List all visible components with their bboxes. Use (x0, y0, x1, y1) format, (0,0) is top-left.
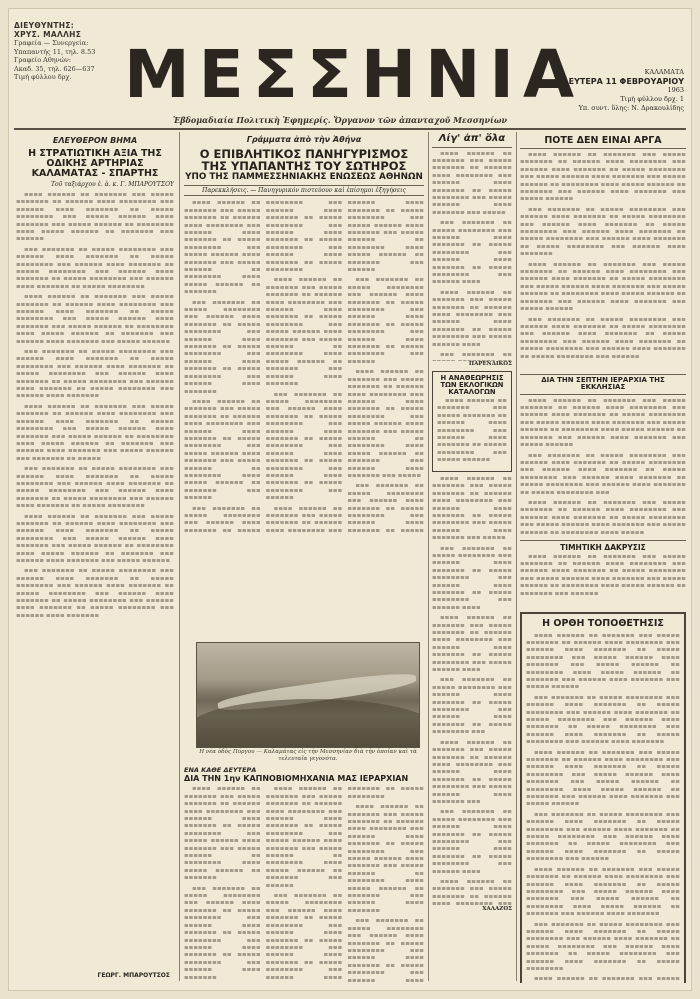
center-headline-line-3: ΥΠΟ ΤΗΣ ΠΑΜΜΕΣΣΗΝΙΑΚΗΣ ΕΝΩΣΕΩΣ ΑΘΗΝΩΝ (185, 172, 423, 183)
issue-price: Τιμὴ φύλλου δρχ. 1 (620, 95, 684, 103)
center-kicker: Γράμματα ἀπὸ τὴν Ἀθήνα (246, 135, 362, 144)
column-right (520, 132, 686, 983)
right-headline-3: ΤΙΜΗΤΙΚΗ ΔΑΚΡΥΣΙΣ (520, 540, 686, 554)
issue-year: 1963 (667, 86, 684, 94)
newspaper-title: ΜΕΣΣΗΝΙΑ (124, 36, 584, 113)
box-body-filler: ≡≡≡≡ ≡≡≡≡≡≡ ≡≡ ≡≡≡≡≡≡≡ ≡≡≡ ≡≡≡≡≡ ≡≡≡≡≡≡≡ ≡≡ ≡≡≡≡≡≡ ≡≡≡≡ ≡≡≡≡≡≡≡≡ ≡≡≡ ≡≡≡≡≡≡ ≡≡≡≡ ≡≡≡≡≡≡≡ ≡≡ ≡≡≡≡≡ ≡≡≡≡≡≡≡≡ ≡≡≡ ≡≡≡≡≡ ≡≡≡≡≡≡ ≡≡≡≡ ≡≡≡≡≡≡≡ ≡≡≡ ≡≡≡≡≡ ≡≡≡≡≡≡ ≡≡ ≡≡≡≡≡≡≡≡ ≡≡≡≡ ≡≡≡≡≡ ≡≡≡≡≡≡ ≡≡ ≡≡≡≡≡≡≡ ≡≡≡ ≡≡≡≡≡≡ ≡≡≡≡ ≡≡≡≡≡≡≡ ≡≡≡ ≡≡≡≡≡ ≡≡≡≡≡≡ ≡≡≡ ≡≡≡≡≡≡≡ ≡≡ ≡≡≡≡≡ ≡≡≡≡≡≡≡≡ ≡≡≡ ≡≡≡≡≡≡ ≡≡≡≡ ≡≡≡≡≡≡≡ ≡≡ ≡≡≡≡≡ ≡≡≡≡≡≡≡≡ ≡≡≡ ≡≡≡≡≡≡ ≡≡≡≡ ≡≡≡≡≡≡≡ ≡≡ ≡≡≡≡≡ ≡≡≡≡≡≡≡≡ ≡≡≡ ≡≡≡≡≡≡ ≡≡≡≡ ≡≡≡≡≡≡≡ ≡≡ ≡≡≡≡≡ ≡≡≡≡≡≡≡≡ ≡≡≡ ≡≡≡≡≡≡ ≡≡≡≡ ≡≡≡≡≡≡≡ ≡≡ ≡≡≡≡≡ ≡≡≡≡≡≡≡≡ ≡≡≡ ≡≡≡≡≡≡ ≡≡≡≡ ≡≡≡≡≡≡≡ ≡≡≡≡ ≡≡≡≡≡≡ ≡≡ ≡≡≡≡≡≡≡ ≡≡≡ ≡≡≡≡≡ ≡≡≡≡≡≡≡ ≡≡ ≡≡≡≡≡≡ ≡≡≡≡ ≡≡≡≡≡≡≡≡ ≡≡≡ ≡≡≡≡≡≡ ≡≡≡≡ ≡≡≡≡≡≡≡ ≡≡ ≡≡≡≡≡ ≡≡≡≡≡≡≡≡ ≡≡≡ ≡≡≡≡≡ ≡≡≡≡≡≡ ≡≡≡≡ ≡≡≡≡≡≡≡ ≡≡≡ ≡≡≡≡≡ ≡≡≡≡≡≡ ≡≡ ≡≡≡≡≡≡≡≡ ≡≡≡≡ ≡≡≡≡≡ ≡≡≡≡≡≡ ≡≡ ≡≡≡≡≡≡≡ ≡≡≡ ≡≡≡≡≡≡ ≡≡≡≡ ≡≡≡≡≡≡≡ ≡≡≡ ≡≡≡≡≡ ≡≡≡≡≡≡ ≡≡≡ ≡≡≡≡≡≡≡ ≡≡ ≡≡≡≡≡ ≡≡≡≡≡≡≡≡ ≡≡≡ ≡≡≡≡≡≡ ≡≡≡≡ ≡≡≡≡≡≡≡ ≡≡ ≡≡≡≡≡ ≡≡≡≡≡≡≡≡ ≡≡≡ ≡≡≡≡≡≡ ≡≡≡≡ ≡≡≡≡≡≡≡ ≡≡ ≡≡≡≡≡ ≡≡≡≡≡≡≡≡ ≡≡≡ ≡≡≡≡≡≡ ≡≡≡≡ ≡≡≡≡≡≡≡ ≡≡ ≡≡≡≡≡ ≡≡≡≡≡≡≡≡ ≡≡≡ ≡≡≡≡≡≡ ≡≡≡≡ ≡≡≡≡≡≡≡ ≡≡ ≡≡≡≡≡ ≡≡≡≡≡≡≡≡ ≡≡≡ ≡≡≡≡≡≡ ≡≡≡≡ ≡≡≡≡≡≡ ≡≡ ≡≡≡≡≡≡≡ ≡≡≡ ≡≡≡≡≡ ≡≡≡≡≡≡≡ ≡≡ ≡≡≡≡≡≡ ≡≡≡≡ ≡≡≡≡≡≡≡≡ ≡≡≡ ≡≡≡≡≡≡ ≡≡≡≡ ≡≡≡≡≡≡≡ ≡≡ ≡≡≡≡≡ ≡≡≡≡≡≡≡≡ ≡≡≡ ≡≡≡≡≡ ≡≡≡≡≡≡ ≡≡≡≡ ≡≡≡≡≡≡≡ ≡≡≡ ≡≡≡≡≡ ≡≡≡≡≡≡ ≡≡ ≡≡≡≡≡≡≡≡ ≡≡≡≡ ≡≡≡≡≡ ≡≡≡≡≡≡ ≡≡ ≡≡≡≡≡≡≡ ≡≡≡ ≡≡≡≡≡≡ ≡≡≡≡ ≡≡≡≡≡≡≡ ≡≡≡ ≡≡≡≡≡≡≡ ≡≡ ≡≡≡≡≡ ≡≡≡≡≡≡≡≡ ≡≡≡ ≡≡≡≡≡≡ ≡≡≡≡ ≡≡≡≡≡≡≡ ≡≡ ≡≡≡≡≡ ≡≡≡≡≡≡≡≡ ≡≡≡ ≡≡≡≡≡≡ ≡≡≡≡ ≡≡≡≡≡≡≡ ≡≡ ≡≡≡≡≡ ≡≡≡≡≡≡≡≡ ≡≡≡ ≡≡≡≡≡≡ ≡≡≡≡ ≡≡≡≡≡≡≡ ≡≡ ≡≡≡≡≡ ≡≡≡≡≡≡≡≡ ≡≡≡ ≡≡≡≡≡≡ ≡≡≡≡ ≡≡≡≡≡≡≡ ≡≡ ≡≡≡≡≡ ≡≡≡≡≡≡≡≡ ≡≡≡≡ ≡≡≡≡≡≡ ≡≡ ≡≡≡≡≡≡≡ ≡≡≡ ≡≡≡≡≡ (526, 632, 680, 983)
masthead-left-info (14, 22, 102, 82)
athens-office-label: Γραφείο Αθηνών: (14, 56, 72, 64)
right-body-filler-1: ≡≡≡≡ ≡≡≡≡≡≡ ≡≡ ≡≡≡≡≡≡≡ ≡≡≡ ≡≡≡≡≡ ≡≡≡≡≡≡≡ ≡≡ ≡≡≡≡≡≡ ≡≡≡≡ ≡≡≡≡≡≡≡≡ ≡≡≡ ≡≡≡≡≡≡ ≡≡≡≡ ≡≡≡≡≡≡≡ ≡≡ ≡≡≡≡≡ ≡≡≡≡≡≡≡≡ ≡≡≡ ≡≡≡≡≡ ≡≡≡≡≡≡ ≡≡≡≡ ≡≡≡≡≡≡≡ ≡≡≡ ≡≡≡≡≡ ≡≡≡≡≡≡ ≡≡ ≡≡≡≡≡≡≡≡ ≡≡≡≡ ≡≡≡≡≡ ≡≡≡≡≡≡ ≡≡ ≡≡≡≡≡≡≡ ≡≡≡ ≡≡≡≡≡≡ ≡≡≡≡ ≡≡≡≡≡≡≡ ≡≡≡ ≡≡≡≡≡ ≡≡≡≡≡≡ ≡≡≡ ≡≡≡≡≡≡≡ ≡≡ ≡≡≡≡≡ ≡≡≡≡≡≡≡≡ ≡≡≡ ≡≡≡≡≡≡ ≡≡≡≡ ≡≡≡≡≡≡≡ ≡≡ ≡≡≡≡≡ ≡≡≡≡≡≡≡≡ ≡≡≡ ≡≡≡≡≡≡ ≡≡≡≡ ≡≡≡≡≡≡≡ ≡≡ ≡≡≡≡≡ ≡≡≡≡≡≡≡≡ ≡≡≡ ≡≡≡≡≡≡ ≡≡≡≡ ≡≡≡≡≡≡≡ ≡≡ ≡≡≡≡≡ ≡≡≡≡≡≡≡≡ ≡≡≡ ≡≡≡≡≡≡ ≡≡≡≡ ≡≡≡≡≡≡≡ ≡≡ ≡≡≡≡≡ ≡≡≡≡≡≡≡≡ ≡≡≡ ≡≡≡≡≡≡ ≡≡≡≡ ≡≡≡≡≡≡≡ ≡≡≡≡ ≡≡≡≡≡≡ ≡≡ ≡≡≡≡≡≡≡ ≡≡≡ ≡≡≡≡≡ ≡≡≡≡≡≡≡ ≡≡ ≡≡≡≡≡≡ ≡≡≡≡ ≡≡≡≡≡≡≡≡ ≡≡≡ ≡≡≡≡≡≡ ≡≡≡≡ ≡≡≡≡≡≡≡ ≡≡ ≡≡≡≡≡ ≡≡≡≡≡≡≡≡ ≡≡≡ ≡≡≡≡≡ ≡≡≡≡≡≡ ≡≡≡≡ ≡≡≡≡≡≡≡ ≡≡≡ ≡≡≡≡≡ ≡≡≡≡≡≡ ≡≡ ≡≡≡≡≡≡≡≡ ≡≡≡≡ ≡≡≡≡≡ ≡≡≡≡≡≡ ≡≡ ≡≡≡≡≡≡≡ ≡≡≡ ≡≡≡≡≡≡ ≡≡≡≡ ≡≡≡≡≡≡≡ ≡≡≡ ≡≡≡≡≡ ≡≡≡≡≡≡ ≡≡≡ ≡≡≡≡≡≡≡ ≡≡ ≡≡≡≡≡ ≡≡≡≡≡≡≡≡ ≡≡≡ ≡≡≡≡≡≡ ≡≡≡≡ ≡≡≡≡≡≡≡ ≡≡ ≡≡≡≡≡ ≡≡≡≡≡≡≡≡ ≡≡≡ ≡≡≡≡≡≡ ≡≡≡≡ ≡≡≡≡≡≡≡ ≡≡ ≡≡≡≡≡ ≡≡≡≡≡≡≡≡ ≡≡≡ ≡≡≡≡≡≡ ≡≡≡≡ ≡≡≡≡≡≡≡ ≡≡ ≡≡≡≡≡ ≡≡≡≡≡≡≡≡ ≡≡≡ ≡≡≡≡≡≡ ≡≡≡≡ ≡≡≡≡≡≡≡ ≡≡ ≡≡≡≡≡ ≡≡≡≡≡≡≡≡ ≡≡≡ ≡≡≡≡≡≡ (520, 151, 686, 360)
article-kicker: ΕΛΕΥΘΕΡΟΝ ΒΗΜΑ (52, 136, 138, 145)
column-divider (179, 132, 180, 981)
column-divider (428, 132, 429, 981)
issue-date: ΔΕΥΤΕΡΑ 11 ΦΕΒΡΟΥΑΡΙΟΥ (562, 77, 684, 86)
center-deck: Παρεκκλήσεις. — Πανηγυρικόν πιστεύουν καὶ ἐπίσημοι ἐξηγήσεις (184, 185, 424, 196)
electoral-box (432, 371, 512, 472)
center-headline-line-1: Ο ΕΠΙΒΛΗΤΙΚΟΣ ΠΑΝΗΓΥΡΙΣΜΟΣ (199, 147, 409, 161)
price-label: Τιμή φύλλου δρχ. (14, 73, 72, 81)
article-byline: Τοῦ ταξιάρχου ἐ. ἀ. κ. Γ. ΜΠΑΡΟΥΤΣΟΥ (51, 180, 174, 188)
column-divider (516, 132, 517, 981)
right-body-filler-2: ≡≡≡≡ ≡≡≡≡≡≡ ≡≡ ≡≡≡≡≡≡≡ ≡≡≡ ≡≡≡≡≡ ≡≡≡≡≡≡≡ ≡≡ ≡≡≡≡≡≡ ≡≡≡≡ ≡≡≡≡≡≡≡≡ ≡≡≡ ≡≡≡≡≡≡ ≡≡≡≡ ≡≡≡≡≡≡≡ ≡≡ ≡≡≡≡≡ ≡≡≡≡≡≡≡≡ ≡≡≡ ≡≡≡≡≡ ≡≡≡≡≡≡ ≡≡≡≡ ≡≡≡≡≡≡≡ ≡≡≡ ≡≡≡≡≡ ≡≡≡≡≡≡ ≡≡ ≡≡≡≡≡≡≡≡ ≡≡≡≡ ≡≡≡≡≡ ≡≡≡≡≡≡ ≡≡ ≡≡≡≡≡≡≡ ≡≡≡ ≡≡≡≡≡≡ ≡≡≡≡ ≡≡≡≡≡≡≡ ≡≡≡ ≡≡≡≡≡ ≡≡≡≡≡≡ ≡≡≡ ≡≡≡≡≡≡≡ ≡≡ ≡≡≡≡≡ ≡≡≡≡≡≡≡≡ ≡≡≡ ≡≡≡≡≡≡ ≡≡≡≡ ≡≡≡≡≡≡≡ ≡≡ ≡≡≡≡≡ ≡≡≡≡≡≡≡≡ ≡≡≡ ≡≡≡≡≡≡ ≡≡≡≡ ≡≡≡≡≡≡≡ ≡≡ ≡≡≡≡≡ ≡≡≡≡≡≡≡≡ ≡≡≡ ≡≡≡≡≡≡ ≡≡≡≡ ≡≡≡≡≡≡≡ ≡≡ ≡≡≡≡≡ ≡≡≡≡≡≡≡≡ ≡≡≡ ≡≡≡≡≡≡ ≡≡≡≡ ≡≡≡≡≡≡≡ ≡≡ ≡≡≡≡≡ ≡≡≡≡≡≡≡≡ ≡≡≡ ≡≡≡≡ ≡≡≡≡≡≡ ≡≡ ≡≡≡≡≡≡≡ ≡≡≡ ≡≡≡≡≡ ≡≡≡≡≡≡≡ ≡≡ ≡≡≡≡≡≡ ≡≡≡≡ ≡≡≡≡≡≡≡≡ ≡≡≡ ≡≡≡≡≡≡ ≡≡≡≡ ≡≡≡≡≡≡≡ ≡≡ ≡≡≡≡≡ ≡≡≡≡≡≡≡≡ ≡≡≡ ≡≡≡≡≡ ≡≡≡≡≡≡ ≡≡≡≡ ≡≡≡≡≡≡≡ ≡≡≡ ≡≡≡≡≡ ≡≡≡≡≡≡ ≡≡ ≡≡≡≡≡≡≡≡ ≡≡≡≡ ≡≡≡≡≡ (520, 397, 686, 536)
director-name: ΧΡΥΣ. ΜΑΛΛΗΣ (14, 29, 82, 39)
electoral-box-filler: ≡≡≡≡ ≡≡≡≡≡≡ ≡≡ ≡≡≡≡≡≡≡ ≡≡≡ ≡≡≡≡≡ ≡≡≡≡≡≡≡ ≡≡ ≡≡≡≡≡≡ ≡≡≡≡ ≡≡≡≡≡≡≡≡ ≡≡≡ ≡≡≡≡≡≡ ≡≡≡≡ ≡≡≡≡≡≡≡ ≡≡ ≡≡≡≡≡ ≡≡≡≡≡≡≡≡ ≡≡≡ ≡≡≡≡≡ ≡≡≡≡≡≡ (437, 397, 507, 464)
electoral-box-headline: Η ΑΝΑΘΕΩΡΗΣΙΣ ΤΩΝ ΕΚΛΟΓΙΚΩΝ ΚΑΤΑΛΟΓΩΝ (440, 373, 504, 396)
series-headline: ΔΙΑ ΤΗΝ 1ην ΚΑΠΝΟΒΙΟΜΗΧΑΝΙΑ ΜΑΣ ΙΕΡΑΡΧΙΑΝ (184, 774, 409, 783)
photo-caption: Η νέα ὁδὸς Πύργου — Καλαμάτας εἰς τὴν Μεσσηνίαν διὰ τὴν ὁποίαν καὶ τὰ τελευταῖα γεγονότα. (199, 749, 417, 762)
article-signature: ΓΕΩΡΓ. ΜΠΑΡΟΥΤΣΟΣ (97, 972, 170, 979)
right-headline-2: ΔΙΑ ΤΗΝ ΣΕΠΤΗΝ ΙΕΡΑΡΧΙΑ ΤΗΣ ΕΚΚΛΗΣΙΑΣ (520, 374, 686, 395)
box-headline: Η ΟΡΘΗ ΤΟΠΟΘΕΤΗΣΙΣ (542, 617, 664, 629)
series-body-filler: ≡≡≡≡ ≡≡≡≡≡≡ ≡≡ ≡≡≡≡≡≡≡ ≡≡≡ ≡≡≡≡≡ ≡≡≡≡≡≡≡ ≡≡ ≡≡≡≡≡≡ ≡≡≡≡ ≡≡≡≡≡≡≡≡ ≡≡≡ ≡≡≡≡≡≡ ≡≡≡≡ ≡≡≡≡≡≡≡ ≡≡ ≡≡≡≡≡ ≡≡≡≡≡≡≡≡ ≡≡≡ ≡≡≡≡≡ ≡≡≡≡≡≡ ≡≡≡≡ ≡≡≡≡≡≡≡ ≡≡≡ ≡≡≡≡≡ ≡≡≡≡≡≡ ≡≡ ≡≡≡≡≡≡≡≡ ≡≡≡≡ ≡≡≡≡≡ ≡≡≡≡≡≡ ≡≡ ≡≡≡≡≡≡≡ ≡≡≡ ≡≡≡≡≡≡≡ ≡≡ ≡≡≡≡≡ ≡≡≡≡≡≡≡≡ ≡≡≡ ≡≡≡≡≡≡ ≡≡≡≡ ≡≡≡≡≡≡≡ ≡≡ ≡≡≡≡≡ ≡≡≡≡≡≡≡≡ ≡≡≡ ≡≡≡≡≡≡ ≡≡≡≡ ≡≡≡≡≡≡≡ ≡≡ ≡≡≡≡≡ ≡≡≡≡≡≡≡≡ ≡≡≡ ≡≡≡≡≡≡ ≡≡≡≡ ≡≡≡≡≡≡≡ ≡≡ ≡≡≡≡≡ ≡≡≡≡≡≡≡≡ ≡≡≡ ≡≡≡≡≡≡ ≡≡≡≡ ≡≡≡≡≡≡≡ ≡≡≡≡ ≡≡≡≡≡≡ ≡≡ ≡≡≡≡≡≡≡ ≡≡≡ ≡≡≡≡≡ ≡≡≡≡≡≡≡ ≡≡ ≡≡≡≡≡≡ ≡≡≡≡ ≡≡≡≡≡≡≡≡ ≡≡≡ ≡≡≡≡≡≡ ≡≡≡≡ ≡≡≡≡≡≡≡ ≡≡ ≡≡≡≡≡ ≡≡≡≡≡≡≡≡ ≡≡≡ ≡≡≡≡≡ ≡≡≡≡≡≡ ≡≡≡≡ ≡≡≡≡≡≡≡ ≡≡≡ ≡≡≡≡≡ ≡≡≡≡≡≡ ≡≡ ≡≡≡≡≡≡≡≡ ≡≡≡≡ ≡≡≡≡≡ ≡≡≡≡≡≡ ≡≡ ≡≡≡≡≡≡≡ ≡≡≡ ≡≡≡≡≡≡ ≡≡≡ ≡≡≡≡≡≡≡ ≡≡ ≡≡≡≡≡ ≡≡≡≡≡≡≡≡ ≡≡≡ ≡≡≡≡≡≡ ≡≡≡≡ ≡≡≡≡≡≡≡ ≡≡ ≡≡≡≡≡ ≡≡≡≡≡≡≡≡ ≡≡≡ ≡≡≡≡≡≡ ≡≡≡≡ ≡≡≡≡≡≡≡ ≡≡ ≡≡≡≡≡ ≡≡≡≡≡≡≡≡ ≡≡≡ ≡≡≡≡≡≡ ≡≡≡≡ ≡≡≡≡≡≡≡ ≡≡ ≡≡≡≡≡ ≡≡≡≡≡≡≡≡ ≡≡≡ ≡≡≡≡≡≡ ≡≡≡≡ ≡≡≡≡≡≡≡ ≡≡ ≡≡≡≡≡ ≡≡≡≡≡≡≡≡ ≡≡≡≡ ≡≡≡≡≡≡ ≡≡ ≡≡≡≡≡≡≡ ≡≡≡ ≡≡≡≡≡ ≡≡≡≡≡≡≡ ≡≡ ≡≡≡≡≡≡ ≡≡≡≡ ≡≡≡≡≡≡≡≡ ≡≡≡ ≡≡≡≡≡≡ ≡≡≡≡ ≡≡≡≡≡≡≡ ≡≡ ≡≡≡≡≡ ≡≡≡≡≡≡≡≡ ≡≡≡ ≡≡≡≡≡ ≡≡≡≡≡≡ ≡≡≡≡ ≡≡≡≡≡≡≡ ≡≡≡ ≡≡≡≡≡ ≡≡≡≡≡≡ ≡≡ ≡≡≡≡≡≡≡≡ ≡≡≡≡ ≡≡≡≡≡ ≡≡≡≡≡≡ ≡≡ ≡≡≡≡≡≡≡ ≡≡≡ ≡≡≡≡≡≡ ≡≡≡≡ ≡≡≡≡≡≡≡ ≡≡≡ ≡≡≡≡≡≡≡ ≡≡ ≡≡≡≡≡ ≡≡≡≡≡≡≡≡ ≡≡≡ ≡≡≡≡≡≡ ≡≡≡≡ ≡≡≡≡≡≡≡ ≡≡ ≡≡≡≡≡ ≡≡≡≡≡≡≡≡ ≡≡≡ ≡≡≡≡≡≡ ≡≡≡≡ ≡≡≡≡≡≡≡ ≡≡ ≡≡≡≡≡ ≡≡≡≡≡≡≡≡ ≡≡≡ ≡≡≡≡≡≡ ≡≡≡≡ (184, 786, 424, 983)
right-body-filler-3: ≡≡≡≡ ≡≡≡≡≡≡ ≡≡ ≡≡≡≡≡≡≡ ≡≡≡ ≡≡≡≡≡ ≡≡≡≡≡≡≡ ≡≡ ≡≡≡≡≡≡ ≡≡≡≡ ≡≡≡≡≡≡≡≡ ≡≡≡ ≡≡≡≡≡≡ ≡≡≡≡ ≡≡≡≡≡≡≡ ≡≡ ≡≡≡≡≡ ≡≡≡≡≡≡≡≡ ≡≡≡ ≡≡≡≡≡ ≡≡≡≡≡≡ ≡≡≡≡ ≡≡≡≡≡≡≡ ≡≡≡ ≡≡≡≡≡ ≡≡≡≡≡≡ ≡≡ ≡≡≡≡≡≡≡≡ ≡≡≡≡ ≡≡≡≡≡ ≡≡≡≡≡≡ ≡≡ ≡≡≡≡≡≡≡ ≡≡≡ ≡≡≡≡≡≡ (520, 553, 686, 597)
center-body-filler: ≡≡≡≡ ≡≡≡≡≡≡ ≡≡ ≡≡≡≡≡≡≡ ≡≡≡ ≡≡≡≡≡ ≡≡≡≡≡≡≡ ≡≡ ≡≡≡≡≡≡ ≡≡≡≡ ≡≡≡≡≡≡≡≡ ≡≡≡ ≡≡≡≡≡≡ ≡≡≡≡ ≡≡≡≡≡≡≡ ≡≡ ≡≡≡≡≡ ≡≡≡≡≡≡≡≡ ≡≡≡ ≡≡≡≡≡ ≡≡≡≡≡≡ ≡≡≡≡ ≡≡≡≡≡≡≡ ≡≡≡ ≡≡≡≡≡ ≡≡≡≡≡≡ ≡≡ ≡≡≡≡≡≡≡≡ ≡≡≡≡ ≡≡≡≡≡ ≡≡≡≡≡≡ ≡≡ ≡≡≡≡≡≡≡ ≡≡≡ ≡≡≡≡≡≡≡ ≡≡ ≡≡≡≡≡ ≡≡≡≡≡≡≡≡ ≡≡≡ ≡≡≡≡≡≡ ≡≡≡≡ ≡≡≡≡≡≡≡ ≡≡ ≡≡≡≡≡ ≡≡≡≡≡≡≡≡ ≡≡≡ ≡≡≡≡≡≡ ≡≡≡≡ ≡≡≡≡≡≡≡ ≡≡ ≡≡≡≡≡ ≡≡≡≡≡≡≡≡ ≡≡≡ ≡≡≡≡≡≡ ≡≡≡≡ ≡≡≡≡≡≡≡ ≡≡ ≡≡≡≡≡ ≡≡≡≡≡≡≡≡ ≡≡≡ ≡≡≡≡≡≡ ≡≡≡≡ ≡≡≡≡≡≡≡ ≡≡≡≡ ≡≡≡≡≡≡ ≡≡ ≡≡≡≡≡≡≡ ≡≡≡ ≡≡≡≡≡ ≡≡≡≡≡≡≡ ≡≡ ≡≡≡≡≡≡ ≡≡≡≡ ≡≡≡≡≡≡≡≡ ≡≡≡ ≡≡≡≡≡≡ ≡≡≡≡ ≡≡≡≡≡≡≡ ≡≡ ≡≡≡≡≡ ≡≡≡≡≡≡≡≡ ≡≡≡ ≡≡≡≡≡ ≡≡≡≡≡≡ ≡≡≡≡ ≡≡≡≡≡≡≡ ≡≡≡ ≡≡≡≡≡ ≡≡≡≡≡≡ ≡≡ ≡≡≡≡≡≡≡≡ ≡≡≡≡ ≡≡≡≡≡ ≡≡≡≡≡≡ ≡≡ ≡≡≡≡≡≡≡ ≡≡≡ ≡≡≡≡≡≡ ≡≡≡ ≡≡≡≡≡≡≡ ≡≡ ≡≡≡≡≡ ≡≡≡≡≡≡≡≡ ≡≡≡ ≡≡≡≡≡≡ ≡≡≡≡ ≡≡≡≡≡≡≡ ≡≡ ≡≡≡≡≡ ≡≡≡≡≡≡≡≡ ≡≡≡ ≡≡≡≡≡≡ ≡≡≡≡ ≡≡≡≡≡≡≡ ≡≡ ≡≡≡≡≡ ≡≡≡≡≡≡≡≡ ≡≡≡ ≡≡≡≡≡≡ ≡≡≡≡ ≡≡≡≡≡≡≡ ≡≡ ≡≡≡≡≡ ≡≡≡≡≡≡≡≡ ≡≡≡ ≡≡≡≡≡≡ ≡≡≡≡ ≡≡≡≡≡≡≡ ≡≡ ≡≡≡≡≡ ≡≡≡≡≡≡≡≡ ≡≡≡≡ ≡≡≡≡≡≡ ≡≡ ≡≡≡≡≡≡≡ ≡≡≡ ≡≡≡≡≡ ≡≡≡≡≡≡≡ ≡≡ ≡≡≡≡≡≡ ≡≡≡≡ ≡≡≡≡≡≡≡≡ ≡≡≡ ≡≡≡≡≡≡ ≡≡≡≡ ≡≡≡≡≡≡≡ ≡≡ ≡≡≡≡≡ ≡≡≡≡≡≡≡≡ ≡≡≡ ≡≡≡≡≡ ≡≡≡≡≡≡ ≡≡≡≡ ≡≡≡≡≡≡≡ ≡≡≡ ≡≡≡≡≡ ≡≡≡≡≡≡ ≡≡ ≡≡≡≡≡≡≡≡ ≡≡≡≡ ≡≡≡≡≡ ≡≡≡≡≡≡ ≡≡ ≡≡≡≡≡≡≡ ≡≡≡ ≡≡≡≡≡≡ ≡≡≡≡ ≡≡≡≡≡≡≡ ≡≡≡ ≡≡≡≡≡≡≡ ≡≡ ≡≡≡≡≡ ≡≡≡≡≡≡≡≡ ≡≡≡ ≡≡≡≡≡≡ ≡≡≡≡ ≡≡≡≡≡≡≡ ≡≡ ≡≡≡≡≡ ≡≡≡≡≡≡≡≡ ≡≡≡ ≡≡≡≡≡≡ ≡≡≡≡ ≡≡≡≡≡≡≡ ≡≡ ≡≡≡≡≡ ≡≡≡≡≡≡≡≡ ≡≡≡ ≡≡≡≡≡≡ ≡≡≡≡ ≡≡≡≡≡≡≡ ≡≡ ≡≡≡≡≡ ≡≡≡≡≡≡≡≡ ≡≡≡ ≡≡≡≡≡≡ ≡≡≡≡ ≡≡≡≡≡≡≡ ≡≡ ≡≡≡≡≡ ≡≡≡≡≡≡≡≡ ≡≡≡ ≡≡≡≡≡≡ ≡≡≡≡ ≡≡≡≡≡≡ ≡≡ ≡≡≡≡≡≡≡ ≡≡≡ ≡≡≡≡≡ ≡≡≡≡≡≡≡ ≡≡ ≡≡≡≡≡≡ ≡≡≡≡ ≡≡≡≡≡≡≡≡ ≡≡≡ ≡≡≡≡≡≡ ≡≡≡≡ ≡≡≡≡≡≡≡ ≡≡ ≡≡≡≡≡ ≡≡≡≡≡≡≡≡ ≡≡≡ ≡≡≡≡≡ ≡≡≡≡≡≡ ≡≡≡≡ ≡≡≡≡≡≡≡ ≡≡≡ ≡≡≡≡≡ ≡≡≡≡≡≡ ≡≡ ≡≡≡≡≡≡≡≡ ≡≡≡≡ ≡≡≡≡≡ ≡≡≡≡≡≡ ≡≡ ≡≡≡≡≡≡≡ ≡≡≡ ≡≡≡≡≡≡ ≡≡≡ ≡≡≡≡≡≡≡ ≡≡ ≡≡≡≡≡ ≡≡≡≡≡≡≡≡ ≡≡≡ ≡≡≡≡≡≡ ≡≡≡≡ ≡≡≡≡≡≡≡ ≡≡ ≡≡≡≡≡ ≡≡≡≡≡≡≡≡ ≡≡≡ ≡≡≡≡≡≡ ≡≡≡≡ ≡≡≡≡≡≡≡ ≡≡ ≡≡≡≡≡ ≡≡≡≡≡≡≡≡ ≡≡≡ ≡≡≡≡≡≡ ≡≡≡≡ ≡≡≡≡≡≡≡ ≡≡ ≡≡≡≡≡ ≡≡≡≡≡≡≡≡ ≡≡≡ ≡≡≡≡≡≡ ≡≡≡≡ ≡≡≡≡≡≡ ≡≡ ≡≡≡≡≡≡≡ ≡≡≡ ≡≡≡≡≡ ≡≡≡≡≡≡≡ ≡≡ ≡≡≡≡≡≡ ≡≡≡≡ ≡≡≡≡≡≡≡≡ ≡≡≡ ≡≡≡≡≡≡ ≡≡≡≡ ≡≡≡≡≡≡≡ ≡≡ ≡≡≡≡≡ ≡≡≡≡≡≡≡≡ ≡≡≡ ≡≡≡≡≡ ≡≡≡≡≡≡ ≡≡≡≡ ≡≡≡≡≡≡≡ ≡≡≡ ≡≡≡≡≡ ≡≡≡≡≡≡ ≡≡ ≡≡≡≡≡≡≡≡ ≡≡≡≡ ≡≡≡≡≡ ≡≡≡≡≡≡ ≡≡ ≡≡≡≡≡≡≡ ≡≡≡ ≡≡≡≡≡≡ ≡≡≡≡ ≡≡≡≡≡≡≡ ≡≡≡ ≡≡≡≡≡ ≡≡≡ ≡≡≡≡≡≡≡ ≡≡ ≡≡≡≡≡ ≡≡≡≡≡≡≡≡ ≡≡≡ ≡≡≡≡≡≡ ≡≡≡≡ ≡≡≡≡≡≡≡ ≡≡ ≡≡≡≡≡ ≡≡≡≡≡≡≡≡ ≡≡≡ ≡≡≡≡≡≡ ≡≡≡≡ ≡≡≡≡≡≡≡ ≡≡ ≡≡≡≡≡ (184, 200, 424, 534)
article-body-filler: ≡≡≡≡ ≡≡≡≡≡≡ ≡≡ ≡≡≡≡≡≡≡ ≡≡≡ ≡≡≡≡≡ ≡≡≡≡≡≡≡ ≡≡ ≡≡≡≡≡≡ ≡≡≡≡ ≡≡≡≡≡≡≡≡ ≡≡≡ ≡≡≡≡≡≡ ≡≡≡≡ ≡≡≡≡≡≡≡ ≡≡ ≡≡≡≡≡ ≡≡≡≡≡≡≡≡ ≡≡≡ ≡≡≡≡≡ ≡≡≡≡≡≡ ≡≡≡≡ ≡≡≡≡≡≡≡ ≡≡≡ ≡≡≡≡≡ ≡≡≡≡≡≡ ≡≡ ≡≡≡≡≡≡≡≡ ≡≡≡≡ ≡≡≡≡≡ ≡≡≡≡≡≡ ≡≡ ≡≡≡≡≡≡≡ ≡≡≡ ≡≡≡≡≡≡ ≡≡≡ ≡≡≡≡≡≡≡ ≡≡ ≡≡≡≡≡ ≡≡≡≡≡≡≡≡ ≡≡≡ ≡≡≡≡≡≡ ≡≡≡≡ ≡≡≡≡≡≡≡ ≡≡ ≡≡≡≡≡ ≡≡≡≡≡≡≡≡ ≡≡≡ ≡≡≡≡≡≡ ≡≡≡≡ ≡≡≡≡≡≡≡ ≡≡ ≡≡≡≡≡ ≡≡≡≡≡≡≡≡ ≡≡≡ ≡≡≡≡≡≡ ≡≡≡≡ ≡≡≡≡≡≡≡ ≡≡ ≡≡≡≡≡ ≡≡≡≡≡≡≡≡ ≡≡≡ ≡≡≡≡≡≡ ≡≡≡≡ ≡≡≡≡≡≡≡ ≡≡ ≡≡≡≡≡ ≡≡≡≡≡≡≡≡ ≡≡≡≡ ≡≡≡≡≡≡ ≡≡ ≡≡≡≡≡≡≡ ≡≡≡ ≡≡≡≡≡ ≡≡≡≡≡≡≡ ≡≡ ≡≡≡≡≡≡ ≡≡≡≡ ≡≡≡≡≡≡≡≡ ≡≡≡ ≡≡≡≡≡≡ ≡≡≡≡ ≡≡≡≡≡≡≡ ≡≡ ≡≡≡≡≡ ≡≡≡≡≡≡≡≡ ≡≡≡ ≡≡≡≡≡ ≡≡≡≡≡≡ ≡≡≡≡ ≡≡≡≡≡≡≡ ≡≡≡ ≡≡≡≡≡ ≡≡≡≡≡≡ ≡≡ ≡≡≡≡≡≡≡≡ ≡≡≡≡ ≡≡≡≡≡ ≡≡≡≡≡≡ ≡≡ ≡≡≡≡≡≡≡ ≡≡≡ ≡≡≡≡≡≡ ≡≡≡≡ ≡≡≡≡≡≡≡ ≡≡≡ ≡≡≡≡≡ ≡≡≡≡≡≡ ≡≡≡ ≡≡≡≡≡≡≡ ≡≡ ≡≡≡≡≡ ≡≡≡≡≡≡≡≡ ≡≡≡ ≡≡≡≡≡≡ ≡≡≡≡ ≡≡≡≡≡≡≡ ≡≡ ≡≡≡≡≡ ≡≡≡≡≡≡≡≡ ≡≡≡ ≡≡≡≡≡≡ ≡≡≡≡ ≡≡≡≡≡≡≡ ≡≡ ≡≡≡≡≡ ≡≡≡≡≡≡≡≡ ≡≡≡ ≡≡≡≡≡≡ ≡≡≡≡ ≡≡≡≡≡≡≡ ≡≡ ≡≡≡≡≡ ≡≡≡≡≡≡≡≡ ≡≡≡ ≡≡≡≡≡≡ ≡≡≡≡ ≡≡≡≡≡≡≡ ≡≡ ≡≡≡≡≡ ≡≡≡≡≡≡≡≡ ≡≡≡ ≡≡≡≡≡≡ ≡≡≡≡ ≡≡≡≡≡≡≡ ≡≡≡≡ ≡≡≡≡≡≡ ≡≡ ≡≡≡≡≡≡≡ ≡≡≡ ≡≡≡≡≡ ≡≡≡≡≡≡≡ ≡≡ ≡≡≡≡≡≡ ≡≡≡≡ ≡≡≡≡≡≡≡≡ ≡≡≡ ≡≡≡≡≡≡ ≡≡≡≡ ≡≡≡≡≡≡≡ ≡≡ ≡≡≡≡≡ ≡≡≡≡≡≡≡≡ ≡≡≡ ≡≡≡≡≡ ≡≡≡≡≡≡ ≡≡≡≡ ≡≡≡≡≡≡≡ ≡≡≡ ≡≡≡≡≡ ≡≡≡≡≡≡ ≡≡ ≡≡≡≡≡≡≡≡ ≡≡≡≡ ≡≡≡≡≡ ≡≡≡≡≡≡ ≡≡ ≡≡≡≡≡≡≡ ≡≡≡ ≡≡≡≡≡≡ ≡≡≡≡ ≡≡≡≡≡≡≡ ≡≡≡ ≡≡≡≡≡ ≡≡≡≡≡≡ ≡≡≡ ≡≡≡≡≡≡≡ ≡≡ ≡≡≡≡≡ ≡≡≡ ≡≡≡≡≡≡≡ ≡≡ ≡≡≡≡≡ ≡≡≡≡≡≡≡≡ ≡≡≡ ≡≡≡≡≡≡ ≡≡≡≡ ≡≡≡≡≡≡≡ ≡≡ ≡≡≡≡≡ ≡≡≡≡≡≡≡≡ ≡≡≡ ≡≡≡≡≡≡ ≡≡≡≡ ≡≡≡≡≡≡≡ ≡≡ ≡≡≡≡≡ ≡≡≡≡≡≡≡≡ ≡≡≡ ≡≡≡≡≡≡ ≡≡≡≡ ≡≡≡≡≡≡≡ ≡≡ ≡≡≡≡≡ ≡≡≡≡≡≡≡≡ ≡≡≡ ≡≡≡≡≡≡ ≡≡≡≡ ≡≡≡≡≡≡≡ ≡≡ ≡≡≡≡≡ ≡≡≡≡≡≡≡≡ ≡≡≡≡ ≡≡≡≡≡≡ ≡≡ ≡≡≡≡≡≡≡ ≡≡≡ ≡≡≡≡≡ ≡≡≡≡≡≡≡ ≡≡ ≡≡≡≡≡≡ ≡≡≡≡ ≡≡≡≡≡≡≡≡ ≡≡≡ ≡≡≡≡≡≡ ≡≡≡≡ ≡≡≡≡≡≡≡ ≡≡ ≡≡≡≡≡ ≡≡≡≡≡≡≡≡ ≡≡≡ ≡≡≡≡≡ ≡≡≡≡≡≡ ≡≡≡≡ ≡≡≡≡≡≡≡ ≡≡≡ ≡≡≡≡≡ ≡≡≡≡≡≡ ≡≡ ≡≡≡≡≡≡≡≡ ≡≡≡≡ ≡≡≡≡≡ ≡≡≡≡≡≡ ≡≡ ≡≡≡≡≡≡≡ ≡≡≡ ≡≡≡≡≡≡ ≡≡≡≡ ≡≡≡≡≡≡≡ ≡≡≡ ≡≡≡≡≡ ≡≡≡≡≡≡ ≡≡≡ ≡≡≡≡≡≡≡ ≡≡ ≡≡≡≡≡ ≡≡≡≡≡≡≡≡ ≡≡≡ ≡≡≡≡≡≡ ≡≡≡≡ ≡≡≡≡≡≡≡ ≡≡ ≡≡≡≡≡ ≡≡≡≡≡≡≡≡ ≡≡≡ ≡≡≡≡≡≡ ≡≡≡≡ ≡≡≡≡≡≡≡ ≡≡ ≡≡≡≡≡ ≡≡≡≡≡≡≡≡ ≡≡≡ ≡≡≡≡≡≡ ≡≡≡≡ ≡≡≡≡≡≡≡ ≡≡ ≡≡≡≡≡ ≡≡≡≡≡≡≡≡ ≡≡≡ ≡≡≡≡≡≡ ≡≡≡≡ ≡≡≡≡≡≡≡ ≡≡ ≡≡≡≡≡ ≡≡≡≡≡≡≡≡ ≡≡≡ ≡≡≡≡≡≡ ≡≡≡≡ ≡≡≡≡≡≡≡ (16, 191, 174, 619)
city: ΚΑΛΑΜΑΤΑ (644, 68, 684, 76)
athens-office-address: Ακαδ. 35, τηλ. 626—637 (14, 64, 95, 73)
column-misc (432, 132, 512, 983)
editor: Υπ. συντ. ὕλης: Ν. Δρακουλίδης (578, 104, 684, 112)
column-left-article (16, 132, 174, 983)
misc-kicker: Λίγ' ἀπ' ὅλα (432, 134, 512, 148)
center-headline-line-2: ΤΗΣ ΥΠΑΠΑΝΤΗΣ ΤΟΥ ΣΩΤΗΡΟΣ (201, 159, 407, 174)
masthead-rule (14, 128, 686, 130)
series-kicker: ΕΝΑ ΚΑΘΕ ΔΕΥΤΕΡΑ (184, 766, 257, 774)
newspaper-page (8, 8, 692, 991)
road-photo (196, 642, 420, 748)
offices-address: Υπαπαντής 11, τηλ. 8.53 (14, 47, 96, 56)
misc-body-filler: ≡≡≡≡ ≡≡≡≡≡≡ ≡≡ ≡≡≡≡≡≡≡ ≡≡≡ ≡≡≡≡≡ ≡≡≡≡≡≡≡ ≡≡ ≡≡≡≡≡≡ ≡≡≡≡ ≡≡≡≡≡≡≡≡ ≡≡≡ ≡≡≡≡≡≡ ≡≡≡≡ ≡≡≡≡≡≡≡ ≡≡ ≡≡≡≡≡ ≡≡≡≡≡≡≡≡ ≡≡≡ ≡≡≡≡≡ ≡≡≡≡≡≡ ≡≡≡≡ ≡≡≡≡≡≡≡ ≡≡≡ ≡≡≡≡≡ ≡≡≡ ≡≡≡≡≡≡≡ ≡≡ ≡≡≡≡≡ ≡≡≡≡≡≡≡≡ ≡≡≡ ≡≡≡≡≡≡ ≡≡≡≡ ≡≡≡≡≡≡≡ ≡≡ ≡≡≡≡≡ ≡≡≡≡≡≡≡≡ ≡≡≡ ≡≡≡≡≡≡ ≡≡≡≡ ≡≡≡≡≡≡≡ ≡≡ ≡≡≡≡≡ ≡≡≡≡≡≡≡≡ ≡≡≡ ≡≡≡≡≡≡ ≡≡≡≡ ≡≡≡≡ ≡≡≡≡≡≡ ≡≡ ≡≡≡≡≡≡≡ ≡≡≡ ≡≡≡≡≡ ≡≡≡≡≡≡≡ ≡≡ ≡≡≡≡≡≡ ≡≡≡≡ ≡≡≡≡≡≡≡≡ ≡≡≡ ≡≡≡≡≡≡ ≡≡≡≡ ≡≡≡≡≡≡≡ ≡≡ ≡≡≡≡≡ ≡≡≡≡≡≡≡≡ ≡≡≡ ≡≡≡≡≡ ≡≡≡≡≡≡ ≡≡≡≡ ≡≡≡ ≡≡≡≡≡≡≡ ≡≡ (432, 150, 512, 359)
correct-positioning-box (520, 612, 686, 983)
misc-signature-2: ΧΑΛΑΖΟΣ (482, 905, 512, 912)
misc-body-filler-2: ≡≡≡≡ ≡≡≡≡≡≡ ≡≡ ≡≡≡≡≡≡≡ ≡≡≡ ≡≡≡≡≡ ≡≡≡≡≡≡≡ ≡≡ ≡≡≡≡≡≡ ≡≡≡≡ ≡≡≡≡≡≡≡≡ ≡≡≡ ≡≡≡≡≡≡ ≡≡≡≡ ≡≡≡≡≡≡≡ ≡≡ ≡≡≡≡≡ ≡≡≡≡≡≡≡≡ ≡≡≡ ≡≡≡≡≡ ≡≡≡≡≡≡ ≡≡≡≡ ≡≡≡≡≡≡≡ ≡≡≡ ≡≡≡≡≡ ≡≡≡ ≡≡≡≡≡≡≡ ≡≡ ≡≡≡≡≡ ≡≡≡≡≡≡≡≡ ≡≡≡ ≡≡≡≡≡≡ ≡≡≡≡ ≡≡≡≡≡≡≡ ≡≡ ≡≡≡≡≡ ≡≡≡≡≡≡≡≡ ≡≡≡ ≡≡≡≡≡≡ ≡≡≡≡ ≡≡≡≡≡≡≡ ≡≡ ≡≡≡≡≡ ≡≡≡≡≡≡≡≡ ≡≡≡ ≡≡≡≡≡≡ ≡≡≡≡ ≡≡≡≡ ≡≡≡≡≡≡ ≡≡ ≡≡≡≡≡≡≡ ≡≡≡ ≡≡≡≡≡ ≡≡≡≡≡≡≡ ≡≡ ≡≡≡≡≡≡ ≡≡≡≡ ≡≡≡≡≡≡≡≡ ≡≡≡ ≡≡≡≡≡≡ ≡≡≡≡ ≡≡≡≡≡≡≡ ≡≡ ≡≡≡≡≡ ≡≡≡≡≡≡≡≡ ≡≡≡ ≡≡≡≡≡ ≡≡≡≡≡≡ ≡≡≡≡ ≡≡≡ ≡≡≡≡≡≡≡ ≡≡ ≡≡≡≡≡ ≡≡≡≡≡≡≡≡ ≡≡≡ ≡≡≡≡≡≡ ≡≡≡≡ ≡≡≡≡≡≡≡ ≡≡ ≡≡≡≡≡ ≡≡≡≡≡≡≡≡ ≡≡≡ ≡≡≡≡≡≡ ≡≡≡≡ ≡≡≡≡≡≡≡ ≡≡ ≡≡≡≡≡ ≡≡≡≡≡≡≡≡ ≡≡≡ ≡≡≡≡ ≡≡≡≡≡≡ ≡≡ ≡≡≡≡≡≡≡ ≡≡≡ ≡≡≡≡≡ ≡≡≡≡≡≡≡ ≡≡ ≡≡≡≡≡≡ ≡≡≡≡ ≡≡≡≡≡≡≡≡ ≡≡≡ ≡≡≡≡≡≡ ≡≡≡≡ ≡≡≡≡≡≡≡ ≡≡ ≡≡≡≡≡ ≡≡≡≡≡≡≡≡ ≡≡≡ ≡≡≡≡≡ ≡≡≡≡≡≡ ≡≡≡≡ ≡≡≡≡≡≡≡ ≡≡≡ ≡≡≡ ≡≡≡≡≡≡≡ ≡≡ ≡≡≡≡≡ ≡≡≡≡≡≡≡≡ ≡≡≡ ≡≡≡≡≡≡ ≡≡≡≡ ≡≡≡≡≡≡≡ ≡≡ ≡≡≡≡≡ ≡≡≡≡≡≡≡≡ ≡≡≡ ≡≡≡≡≡≡ ≡≡≡≡ ≡≡≡≡≡≡≡ ≡≡ ≡≡≡≡≡ ≡≡≡≡≡≡≡≡ ≡≡≡ ≡≡≡≡≡≡ ≡≡≡≡ ≡≡≡≡ ≡≡≡≡≡≡ ≡≡ ≡≡≡≡≡≡≡ ≡≡≡ ≡≡≡≡≡ ≡≡≡≡≡≡≡ ≡≡ ≡≡≡≡≡≡ ≡≡≡≡ ≡≡≡≡≡≡≡≡ ≡≡≡ (432, 475, 512, 906)
masthead-right-info (556, 68, 684, 113)
right-headline-1: ΠΟΤΕ ΔΕΝ ΕΙΝΑΙ ΑΡΓΑ (520, 136, 686, 149)
newspaper-subtitle: Ἑβδομαδιαία Πολιτικὴ Ἐφημερίς. Ὄργανον τῶν ἁπανταχοῦ Μεσσηνίων (172, 115, 508, 125)
article-headline: Η ΣΤΡΑΤΙΩΤΙΚΗ ΑΞΙΑ ΤΗΣ ΟΔΙΚΗΣ ΑΡΤΗΡΙΑΣ ΚΑΛΑΜΑΤΑΣ - ΣΠΑΡΤΗΣ (28, 148, 162, 179)
director-label: ΔΙΕΥΘΥΝΤΗΣ: (14, 21, 75, 30)
center-series-article (184, 766, 424, 983)
misc-signature-1: ΠΑΡΕΝΔΙΚΟΣ (468, 360, 512, 367)
offices-label: Γραφεία — Συνεργεία: (14, 39, 89, 47)
photo-hill (196, 699, 420, 748)
